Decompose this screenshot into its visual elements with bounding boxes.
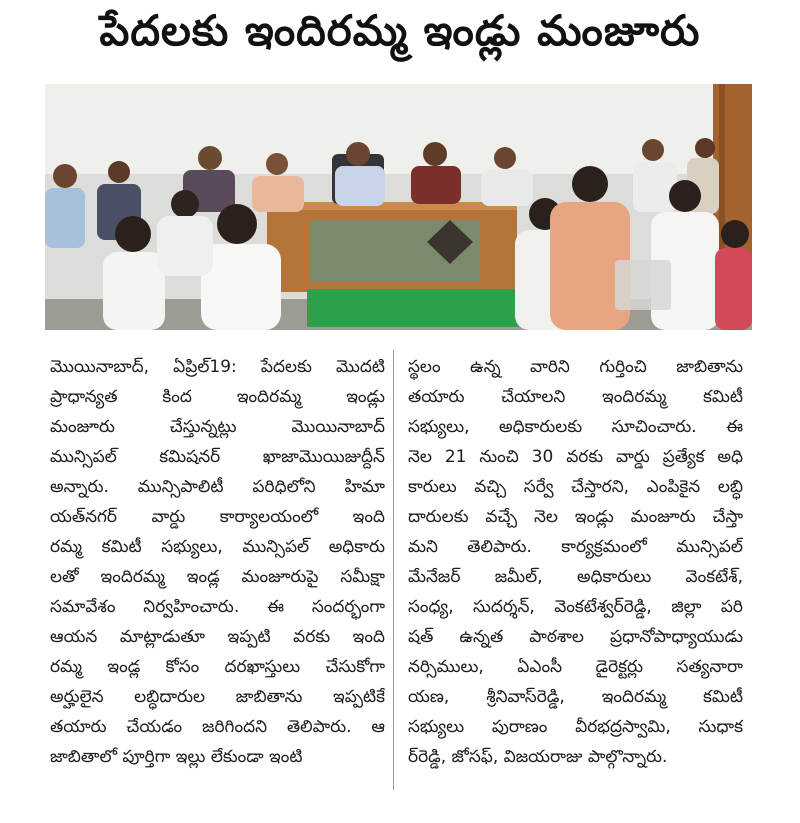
article-line: ర్‌రెడ్డి, జోసఫ్, విజయరాజు పాల్గొన్నారు.: [408, 747, 668, 767]
article-line: కారులు వచ్చి సర్వే చేస్తారని, ఎంపికైన లబ్ధి: [408, 477, 743, 497]
article-line: మని తెలిపారు. కార్యక్రమంలో మున్సిపల్: [408, 537, 743, 557]
meeting-photo: [45, 84, 752, 330]
article-line: రమ్మ కమిటీ సభ్యులు, మున్సిపల్ అధికారు: [50, 537, 385, 557]
article-line: సంధ్య, సుదర్శన్, వెంకటేశ్వర్‌రెడ్డి, జిల్లా పరి: [408, 597, 743, 617]
article-line: సమావేశం నిర్వహించారు. ఈ సందర్భంగా: [50, 597, 385, 617]
column-divider: [393, 350, 394, 790]
article-line: లతో ఇందిరమ్మ ఇండ్ల మంజూరుపై సమీక్షా: [50, 567, 385, 587]
article-line: మున్సిపల్ కమిషనర్ ఖాజామొయిజుద్దీన్: [50, 447, 385, 467]
article-line: యణ, శ్రీనివాస్‌రెడ్డి, ఇందిరమ్మ కమిటీ: [408, 687, 743, 707]
article-line: షత్ ఉన్నత పాఠశాల ప్రధానోపాధ్యాయుడు: [408, 627, 743, 647]
article-line: మొయినాబాద్, ఏప్రిల్19: పేదలకు మొదటి: [50, 357, 385, 377]
article-line: నర్సిములు, ఏఎంసీ డైరెక్టర్లు సత్యనారా: [408, 657, 743, 677]
article-line: రమ్మ ఇండ్ల కోసం దరఖాస్తులు చేసుకోగా: [50, 657, 385, 677]
article-line: మంజూరు చేస్తున్నట్లు మొయినాబాద్: [50, 417, 385, 437]
article-column-left: [50, 352, 385, 772]
article-line: తయారు చేయడం జరిగిందని తెలిపారు. ఆ: [50, 717, 385, 737]
article-line: సభ్యులు, అధికారులకు సూచించారు. ఈ: [408, 417, 743, 437]
article-line: తయారు చేయాలని ఇందిరమ్మ కమిటీ: [408, 387, 743, 407]
article-line: అన్నారు. మున్సిపాలిటీ పరిధిలోని హిమా: [50, 477, 385, 497]
article-column-right: [408, 352, 743, 772]
article-line: మేనేజర్ జమీల్, అధికారులు వెంకటేశ్,: [408, 567, 743, 587]
article-line: ఆయన మాట్లాడుతూ ఇప్పటి వరకు ఇంది: [50, 627, 385, 647]
article-line: యత్‌నగర్ వార్డు కార్యాలయంలో ఇంది: [50, 507, 385, 527]
article-line: సభ్యులు పురాణం వీరభద్రస్వామి, సుధాక: [408, 717, 743, 737]
article-line: దారులకు వచ్చే నెల ఇండ్లు మంజూరు చేస్తా: [408, 507, 743, 527]
article-headline: పేదలకు ఇందిరమ్మ ఇండ్లు మంజూరు: [99, 6, 701, 55]
article-line: స్థలం ఉన్న వారిని గుర్తించి జాబితాను: [408, 357, 743, 377]
article-line: జాబితాలో పూర్తిగా ఇల్లు లేకుండా ఇంటి: [50, 747, 303, 767]
article-line: ప్రాధాన్యత కింద ఇందిరమ్మ ఇండ్లు: [50, 387, 385, 407]
article-line: అర్హులైన లబ్ధిదారుల జాబితాను ఇప్పటికే: [50, 687, 385, 707]
article-line: నెల 21 నుంచి 30 వరకు వార్డు ప్రత్యేక అధి: [408, 447, 743, 467]
